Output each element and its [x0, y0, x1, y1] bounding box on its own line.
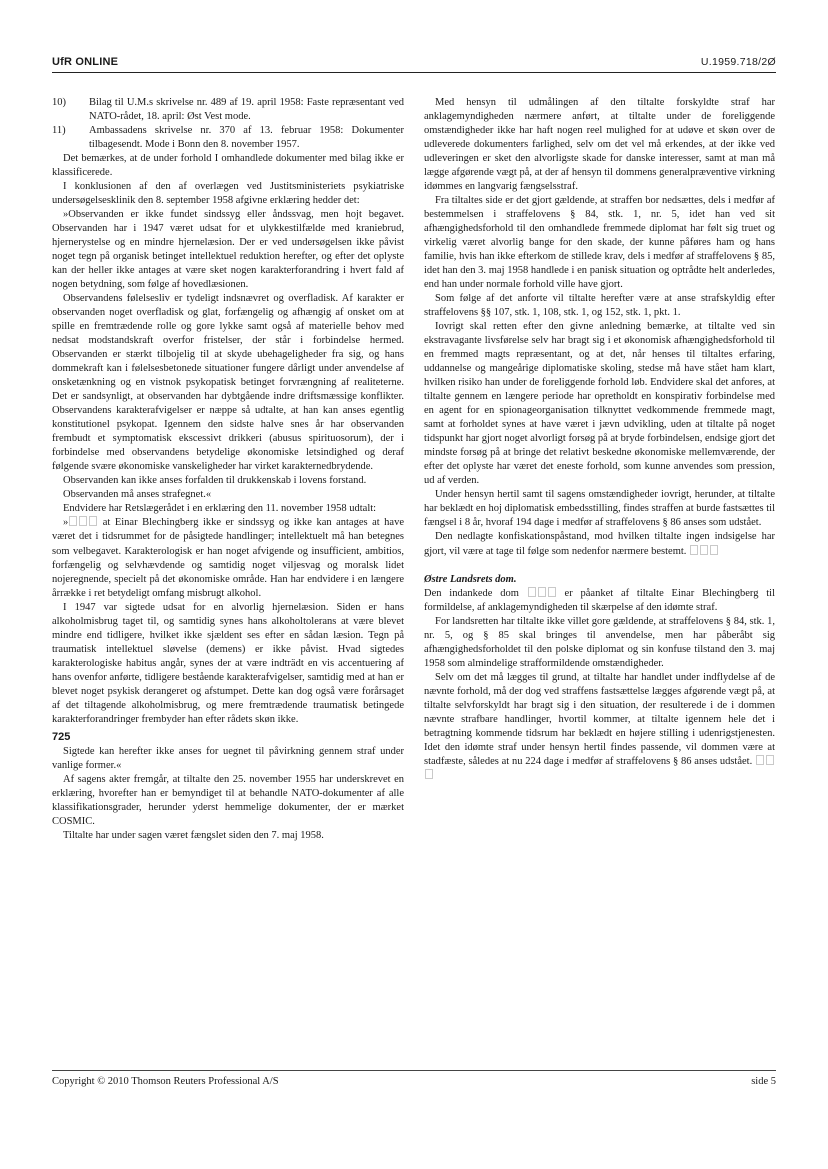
- header-divider: [52, 72, 776, 73]
- reference-item: [52, 124, 404, 152]
- source-label: UfR ONLINE: [52, 56, 119, 68]
- redaction-box-icon: [756, 755, 764, 765]
- document-reference: U.1959.718/2Ø: [700, 56, 776, 68]
- reference-text: Ambassadens skrivelse nr. 370 af 13. februar 1958: Dokumenter tilbagesendt. Mode i Bonn den 8. november 1957.: [89, 125, 404, 151]
- reference-text: Bilag til U.M.s skrivelse nr. 489 af 19. april 1958: Faste repræsentant ved NATO-rådet, 18. april: Øst Vest mode.: [89, 97, 404, 123]
- quote-paragraph: [52, 516, 404, 600]
- redaction-box-icon: [710, 545, 718, 555]
- redaction-box-icon: [69, 516, 77, 526]
- left-column: [52, 96, 404, 843]
- quote-paragraph: I 1947 var sigtede udsat for en alvorlig hjernelæsion. Siden er hans alkoholmisbrug taget til, og samtidig synes hans alkoholtolerans at være blevet mindre end tidligere, hvilket ikke sjældent ses efter en sådan læsion. Tegn på traumatisk intellektuel sløvelse (demens) er ikke påvist. Hvad sigtedes karakterologiske habitus angår, synes der at være indträdt en vis accentuering af hans ovenfor anførte, tidligere bestående karakterafvigelser, samtidig med at han er blevet noget psykisk derangeret og afstumpet. Dette kan dog også være forårsaget af det tiltagende alkoholmisbrug, og mere fremtrædende traumatisk betingede karakterforandringer frembyder han efter rådets skøn ikke.: [52, 601, 404, 725]
- paragraph-text: Den nedlagte konfiskationspåstand, mod hvilken tiltalte ingen indsigelse har gjort, vil være at tage til følge som nedenfor nærmere bestemt.: [424, 531, 775, 557]
- paragraph: Tiltalte har under sagen været fængslet siden den 7. maj 1958.: [63, 830, 324, 842]
- redaction-box-icon: [766, 755, 774, 765]
- paragraph: I konklusionen af den af overlægen ved Justitsministeriets psykiatriske undersøgelsesklinik den 8. september 1958 afgivne erklæring hedder det:: [52, 181, 404, 207]
- page-marker: 725: [52, 730, 71, 743]
- quote-paragraph: »Observanden er ikke fundet sindssyg eller åndssvag, men hojt begavet. Observanden har i 1947 været udsat for et ulykkestilfælde med kraniebrud, hjernerystelse og en mindre hjernelæsion. Der er ved undersøgelsen ikke påvist noget tegn på organisk betinget intellektuel reduktion herefter, og efter det oplyste kan der heller ikke antages at være sket nogen karakterforandring i hvert fald af nogen betydning, som følge af hovedlæsionen.: [52, 209, 404, 291]
- redaction-box-icon: [700, 545, 708, 555]
- quote-paragraph: Observanden kan ikke anses forfalden til drukkenskab i lovens forstand.: [63, 475, 367, 487]
- footer-divider: [52, 1070, 776, 1071]
- paragraph: Som følge af det anforte vil tiltalte herefter være at anse strafskyldig efter straffelovens §§ 107, stk. 1, 108, stk. 1, og 152, stk. 1, pkt. 1.: [424, 293, 775, 319]
- paragraph: [424, 530, 775, 558]
- quote-open: »: [63, 517, 69, 529]
- quote-paragraph: Observandens følelsesliv er tydeligt indsnævret og overfladisk. Af karakter er observanden noget overfladisk og glat, forfængelig og afhængig af onsket om at spille en fremtrædende rolle og gore lykke samt også af materielle behov med nedsat modstandskraft overfor fristelser, der står i forbindelse hermed. Observanden er stærkt tilbojelig til at skyde ubehageligheder fra sig, og hans dommekraft kan i følelsesbetonede situationer fungere dårligt under anvendelse af onsketænkning og en vistnok psykopatisk betinget forvrængning af realiteterne. Det er sandsynligt, at observanden har dybtgående indre driftsmæssige konflikter. Observandens karakterafvigelser er næppe så udtalte, at han kan anses egentlig konstitutionel psykopat. Igennem den sidste halve snes år har observanden frembudt et symptomatisk ekscessivt drikkeri (abusus spirituosorum), der i forbindelse med observandens betydelige økonomiske letsindighed og deraf følgende svære økonomiske vanskeligheder har virket karakternedbrydende.: [52, 293, 404, 473]
- paragraph-text: er påanket af tiltalte Einar Blechingberg til formildelse, af anklagemyndigheden til skærpelse af den idømte straf.: [424, 587, 776, 613]
- redaction-box-icon: [690, 545, 698, 555]
- paragraph: Det bemærkes, at de under forhold I omhandlede dokumenter med bilag ikke er klassificerede.: [52, 153, 404, 179]
- redaction-box-icon: [89, 516, 97, 526]
- reference-item: [52, 96, 404, 124]
- page-header: [52, 56, 776, 72]
- paragraph: [424, 671, 775, 783]
- page-number: side 5: [751, 1076, 776, 1087]
- redaction-box-icon: [548, 587, 556, 597]
- paragraph: Endvidere har Retslægerådet i en erklæring den 11. november 1958 udtalt:: [63, 503, 377, 515]
- paragraph: Med hensyn til udmålingen af den tiltalte forskyldte straf har anklagemyndigheden nærmere anført, at tiltalte under de foreliggende omstændigheder ikke har haft nogen reel mulighed for at udøve et skøn over de udleverede dokumenters farlighed, selv om det vel må erkendes, at der ikke ved udleveringen er sket den alvorligste skade for danske interesser, samt at man må lægge afgørende vægt på, at der af hensyn til dommens generalpræventive virkning idømmes en langvarig fængselsstraf.: [424, 97, 775, 193]
- copyright-notice: Copyright © 2010 Thomson Reuters Professional A/S: [52, 1076, 279, 1087]
- paragraph: Under hensyn hertil samt til sagens omstændigheder iovrigt, herunder, at tiltalte har beklædt en hoj diplomatisk embedsstilling, findes straffen at burde fastsættes til fængsel i 8 år, hvoraf 194 dage i medfør af straffelovens § 86 anses som udstået.: [424, 489, 775, 529]
- paragraph: Iovrigt skal retten efter den givne anledning bemærke, at tiltalte ved sin ekstravagante livsførelse selv har bragt sig i et økonomisk afhængighedsforhold til en fremmed magts repræsentant, og at det, når henses til tiltaltes erfaring, uddannelse og mangeårige diplomatiske skoling, stedse må have stået ham klart, hvilken risiko han under de foreliggende forhold løb. Endvidere skal det anfores, at tiltalte gennem en længere periode har opretholdt en konspirativ forbindelse med en agent for en spionageorganisation tilknyttet vedkommende fremmede magt, samt at forholdet synes at have været i jævn udvikling, uden at tiltalte på noget tidspunkt har gjort noget alvorligt forsøg på at bryde forbindelsen, endsige gjort det mindste forsøg på at bringe det relativt beskedne økonomiske mellemværende, der efter det oplyste har været det eneste forhold, som kunne anvendes som pression, ud af verden.: [424, 321, 775, 487]
- paragraph: For landsretten har tiltalte ikke villet gore gældende, at straffelovens § 84, stk. 1, nr. 5, og § 85 skal bringes til anvendelse, men har påberåbt sig afhængighedsforholdet til den polske diplomat og sin konfuse tilstand den 3. maj 1958 som almindelige strafformildende omstændigheder.: [424, 615, 775, 669]
- quote-text: at Einar Blechingberg ikke er sindssyg og ikke kan antages at have været det i tidsrummet for de påsigtede handlinger; intellektuelt må han betegnes som velbegavet. Karakterologisk er han noget afvigende og insufficient, ambitios, forfængelig og selvhævdende og samtidig noget viljesvag og moralsk lidet nojeregnende, specielt på det økonomiske område. Han har endvidere i en længere årrække i ret betydeligt omfang misbrugt alkohol.: [52, 517, 404, 599]
- quote-paragraph: Observanden må anses strafegnet.«: [63, 489, 212, 501]
- paragraph: [424, 587, 775, 615]
- redaction-box-icon: [425, 769, 433, 779]
- reference-number: 11): [52, 125, 66, 137]
- paragraph-text: Selv om det må lægges til grund, at tiltalte har handlet under indflydelse af de nævnte forhold, må der dog ved straffens fastsættelse lægges afgørende vægt på, at tiltalte selvforskyldt har bragt sig i den situation, der resulterede i de i dommen nævnte strafbare handlinger, hvortil kommer, at tiltalte igennem hele det i betragtning kommende tidsrum har beklædt en højere stilling i udenrigstjenesten. Idet den idømte straf under hensyn hertil findes passende, vil dommen være at stadfæste, således at nu 224 dage i medfør af straffelovens § 86 anses udstået.: [424, 671, 775, 767]
- redaction-box-icon: [528, 587, 536, 597]
- quote-paragraph: Sigtede kan herefter ikke anses for uegnet til påvirkning gennem straf under vanlige former.«: [52, 746, 404, 772]
- redaction-box-icon: [79, 516, 87, 526]
- paragraph-text: Den indankede dom: [424, 587, 519, 599]
- reference-number: 10): [52, 97, 66, 108]
- section-title: Østre Landsrets dom.: [424, 573, 517, 585]
- paragraph: Fra tiltaltes side er det gjort gældende, at straffen bor nedsættes, dels i medfør af bestemmelsen i straffelovens § 84, stk. 1, nr. 5, idet han ved sit afhængighedsforhold til den omhandlede fremmede diplomat har følt sig truet og virkelig været alvorlig bange for den skade, der kunne påføres ham og hans familie, hvis han ikke efterkom de stillede krav, dels i medfør af straffelovens § 85, idet han den 3. maj 1958 handlede i en panisk situation og optrådte helt anderledes, end han under normale forhold ville have gjort.: [424, 195, 775, 291]
- redaction-box-icon: [538, 587, 546, 597]
- right-column: [424, 96, 775, 783]
- paragraph: Af sagens akter fremgår, at tiltalte den 25. november 1955 har underskrevet en erklæring, hvorefter han er bemyndiget til at behandle NATO-dokumenter af alle klassifikationsgrader, herunder yderst hemmelige dokumenter, der er mærket COSMIC.: [52, 774, 404, 828]
